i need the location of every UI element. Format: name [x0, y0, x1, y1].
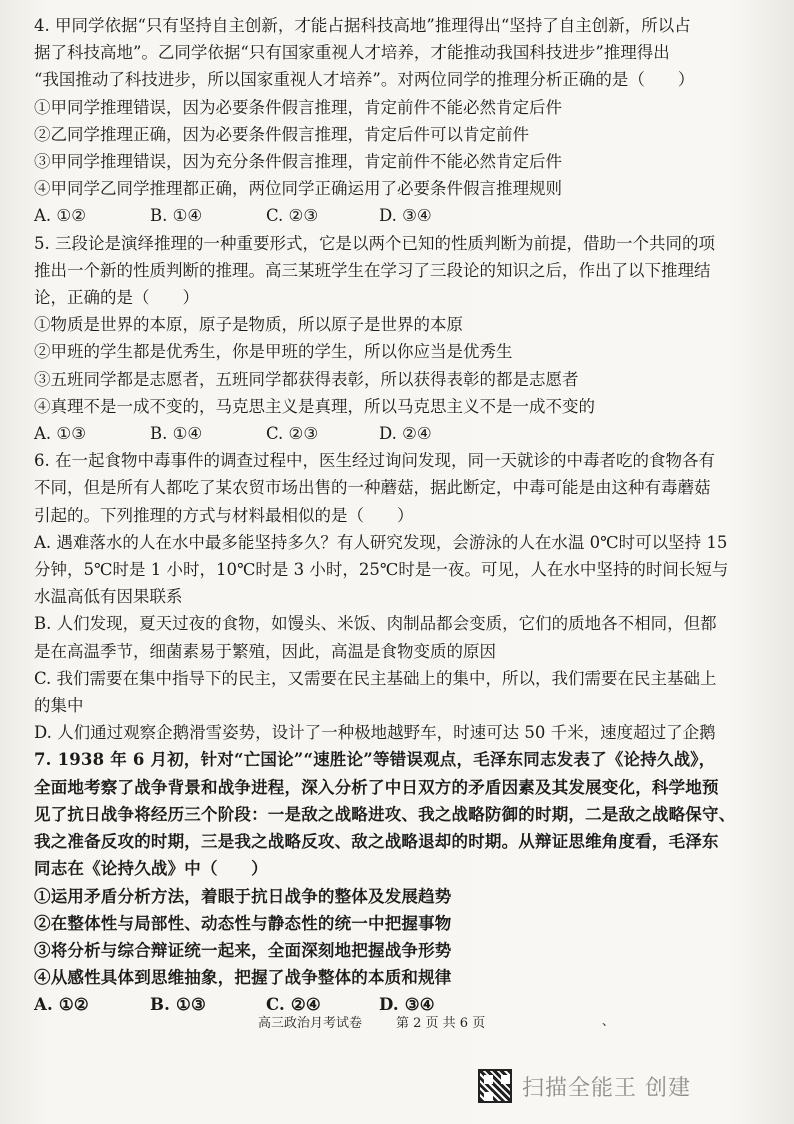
statement-1: ①甲同学推理错误，因为必要条件假言推理，肯定前件不能必然肯定后件 — [34, 97, 562, 117]
option-c: C. ②④ — [266, 995, 321, 1015]
option-b: B. ①④ — [150, 424, 203, 444]
option-c: C. ②③ — [266, 206, 319, 226]
option-a: A. ①② — [34, 995, 89, 1015]
answer-options — [34, 420, 769, 447]
exam-content — [34, 12, 769, 1019]
question-line: 同志在《论持久战》中（ ） — [34, 859, 268, 879]
question-line: “我国推动了科技进步，所以国家重视人才培养”。对两位同学的推理分析正确的是（ ） — [34, 70, 695, 90]
statement-4: ④从感性具体到思维抽象，把握了战争整体的本质和规律 — [34, 968, 452, 988]
question-line: 不同，但是所有人都吃了某农贸市场出售的一种蘑菇，据此断定，中毒可能是由这种有毒蘑菇 — [34, 478, 711, 498]
question-line: 据了科技高地”。乙同学依据“只有国家重视人才培养，才能推动我国科技进步”推理得出 — [34, 43, 670, 63]
statement-2: ②在整体性与局部性、动态性与静态性的统一中把握事物 — [34, 913, 452, 933]
option-a: A. ①② — [34, 206, 86, 226]
option-d: D. ②④ — [379, 424, 432, 444]
question-line: 引起的。下列推理的方式与材料最相似的是（ ） — [34, 505, 414, 525]
option-c-text: C. 我们需要在集中指导下的民主，又需要在民主基础上的集中，所以，我们需要在民主基础上 — [34, 668, 717, 688]
question-line: 5. 三段论是演绎推理的一种重要形式，它是以两个已知的性质判断为前提，借助一个共同的项 — [34, 233, 715, 253]
question-line: 推出一个新的性质判断的推理。高三某班学生在学习了三段论的知识之后，作出了以下推理结 — [34, 260, 711, 280]
statement-1: ①运用矛盾分析方法，着眼于抗日战争的整体及发展趋势 — [34, 886, 452, 906]
scanner-watermark — [478, 1068, 691, 1104]
option-a: A. ①③ — [34, 424, 86, 444]
statement-1: ①物质是世界的本原，原子是物质，所以原子是世界的本原 — [34, 315, 463, 335]
option-b-text: 是在高温季节，细菌素易于繁殖，因此，高温是食物变质的原因 — [34, 641, 496, 661]
question-line: 我之准备反攻的时期，三是我之战略反攻、敌之战略退却的时期。从辩证思维角度看，毛泽东 — [34, 832, 719, 852]
statement-3: ③五班同学都是志愿者，五班同学都获得表彰，所以获得表彰的都是志愿者 — [34, 369, 579, 389]
exam-title: 高三政治月考试卷 — [258, 1016, 363, 1031]
statement-2: ②乙同学推理正确，因为必要条件假言推理，肯定后件可以肯定前件 — [34, 124, 529, 144]
qr-code-icon — [478, 1069, 512, 1103]
statement-2: ②甲班的学生都是优秀生，你是甲班的学生，所以你应当是优秀生 — [34, 342, 513, 362]
option-c-text: 的集中 — [34, 696, 84, 716]
statement-3: ③将分析与综合辩证统一起来，全面深刻地把握战争形势 — [34, 940, 452, 960]
question-line: 论，正确的是（ ） — [34, 288, 199, 308]
statement-4: ④甲同学乙同学推理都正确，两位同学正确运用了必要条件假言推理规则 — [34, 179, 562, 199]
option-c: C. ②③ — [266, 424, 319, 444]
question-4 — [34, 12, 769, 230]
question-line: 全面地考察了战争背景和战争进程，深入分析了中日双方的矛盾因素及其发展变化，科学地预 — [34, 777, 719, 797]
option-b: B. ①④ — [150, 206, 203, 226]
watermark-text: 扫描全能王 创建 — [522, 1075, 691, 1101]
option-d: D. ③④ — [379, 206, 432, 226]
option-b-text: B. 人们发现，夏天过夜的食物，如馒头、米饭、肉制品都会变质，它们的质地各不相同，但都 — [34, 614, 717, 634]
question-line: 4. 甲同学依据“只有坚持自主创新，才能占据科技高地”推理得出“坚持了自主创新，所以占 — [34, 16, 691, 35]
question-line: 见了抗日战争将经历三个阶段：一是敌之战略进攻、我之战略防御的时期，二是敌之战略保守、 — [34, 804, 736, 824]
question-7 — [34, 746, 769, 1018]
statement-4: ④真理不是一成不变的，马克思主义是真理，所以马克思主义不是一成不变的 — [34, 396, 595, 416]
question-line: 7. 1938 年 6 月初，针对“亡国论”“速胜论”等错误观点，毛泽东同志发表了《论持久战》， — [34, 750, 716, 770]
page-number: 第 2 页 共 6 页 — [396, 1016, 486, 1031]
question-6 — [34, 447, 769, 746]
statement-3: ③甲同学推理错误，因为充分条件假言推理，肯定前件不能必然肯定后件 — [34, 152, 562, 172]
question-5 — [34, 230, 769, 448]
option-b: B. ①③ — [150, 995, 207, 1015]
option-a-text: 分钟，5℃时是 1 小时，10℃时是 3 小时，25℃时是一夜。可见，人在水中坚持的时间长短与 — [34, 560, 729, 580]
option-d: D. ③④ — [379, 995, 435, 1015]
question-line: 6. 在一起食物中毒事件的调查过程中，医生经过询问发现，同一天就诊的中毒者吃的食物各有 — [34, 451, 715, 471]
answer-options — [34, 202, 769, 229]
stray-mark: 、 — [602, 1014, 615, 1028]
option-d-text: D. 人们通过观察企鹅滑雪姿势，设计了一种极地越野车，时速可达 50 千米，速度超过了企鹅 — [34, 723, 716, 743]
option-a-text: A. 遇难落水的人在水中最多能坚持多久？有人研究发现，会游泳的人在水温 0℃时可以坚持 15 — [34, 532, 728, 552]
option-a-text: 水温高低有因果联系 — [34, 587, 183, 607]
